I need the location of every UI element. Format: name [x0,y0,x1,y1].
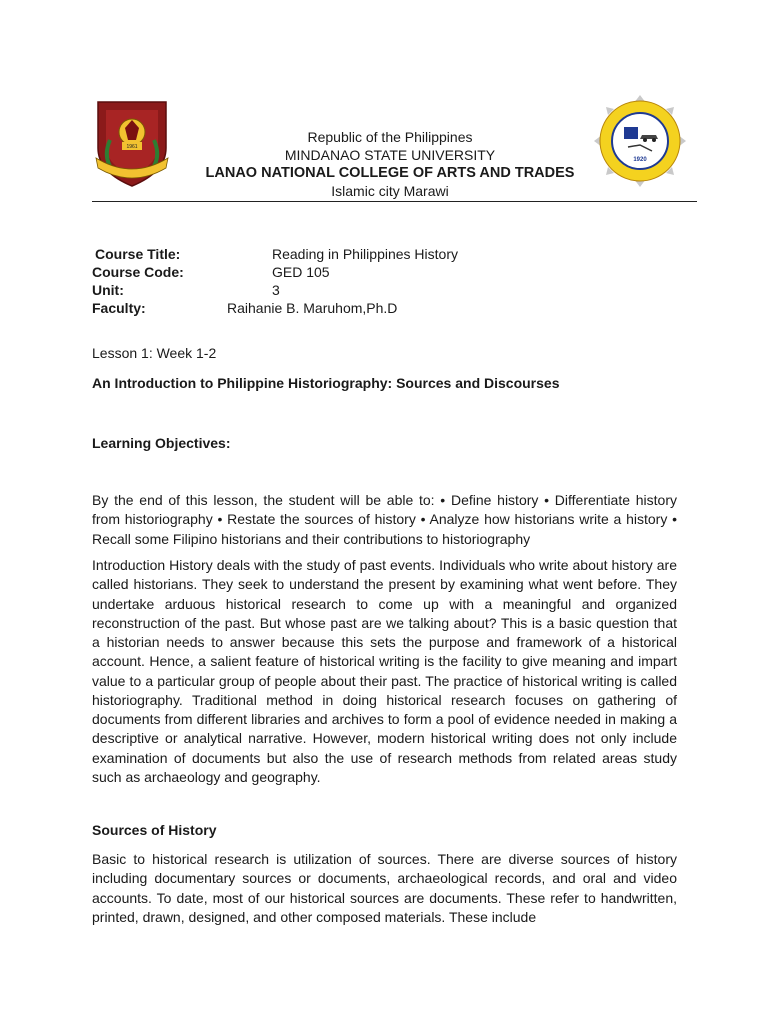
objectives-paragraph: By the end of this lesson, the student will be able to: • Define history • Differentiate history from historiography • Restate the sources of history • Analyze how historians write a history • Recall some Filipino historians and their contributions to historiography [92,492,677,547]
unit-label: Unit: [92,282,124,298]
course-code-label: Course Code: [92,264,184,280]
faculty-label: Faculty: [92,300,146,316]
objectives-heading: Learning Objectives: [92,435,231,451]
university-line: MINDANAO STATE UNIVERSITY [284,147,496,163]
college-line: LANAO NATIONAL COLLEGE OF ARTS AND TRADES [205,165,575,181]
course-title-value: Reading in Philippines History [272,246,458,262]
lesson-title: An Introduction to Philippine Historiography: Sources and Discourses [92,375,560,391]
svg-text:1961: 1961 [126,144,138,150]
city-line: Islamic city Marawi [331,183,449,199]
lncat-seal-icon [590,95,690,187]
sources-paragraph: Basic to historical research is utilization of sources. There are diverse sources of history including documentary sources or documents, archaeological records, and oral and video accounts. To date, most of our historical sources are documents. These refer to handwritten, printed, drawn, designed, and other composed materials. These include [92,851,677,925]
faculty-value: Raihanie B. Maruhom,Ph.D [227,300,398,316]
unit-value: 3 [272,282,280,298]
lesson-number: Lesson 1: Week 1-2 [92,345,217,361]
course-title-label: Course Title: [95,246,181,262]
course-code-value: GED 105 [272,264,330,280]
republic-line: Republic of the Philippines [307,129,473,145]
sources-heading: Sources of History [92,822,217,838]
header-divider [92,201,697,202]
institution-header [180,128,600,200]
svg-text:1920: 1920 [633,157,647,163]
msu-seal-icon [92,98,172,190]
introduction-paragraph: Introduction History deals with the study of past events. Individuals who write about history are called historians. They seek to understand the present by examining what went before. They undertake arduous historical research to come up with a meaningful and organized reconstruction of the past. But whose past are we talking about? This is a basic question that a historian needs to answer because this sets the purpose and framework of a historical account. Hence, a salient feature of historical writing is the facility to give meaning and impart value to a particular group of people about their past. The practice of historical writing is called historiography. Traditional method in doing historical research focuses on gathering of documents from different libraries and archives to form a pool of evidence needed in making a descriptive or analytical narrative. However, modern historical writing does not only include examination of documents but also the use of research methods from related areas study such as archaeology and geography. [92,557,677,785]
